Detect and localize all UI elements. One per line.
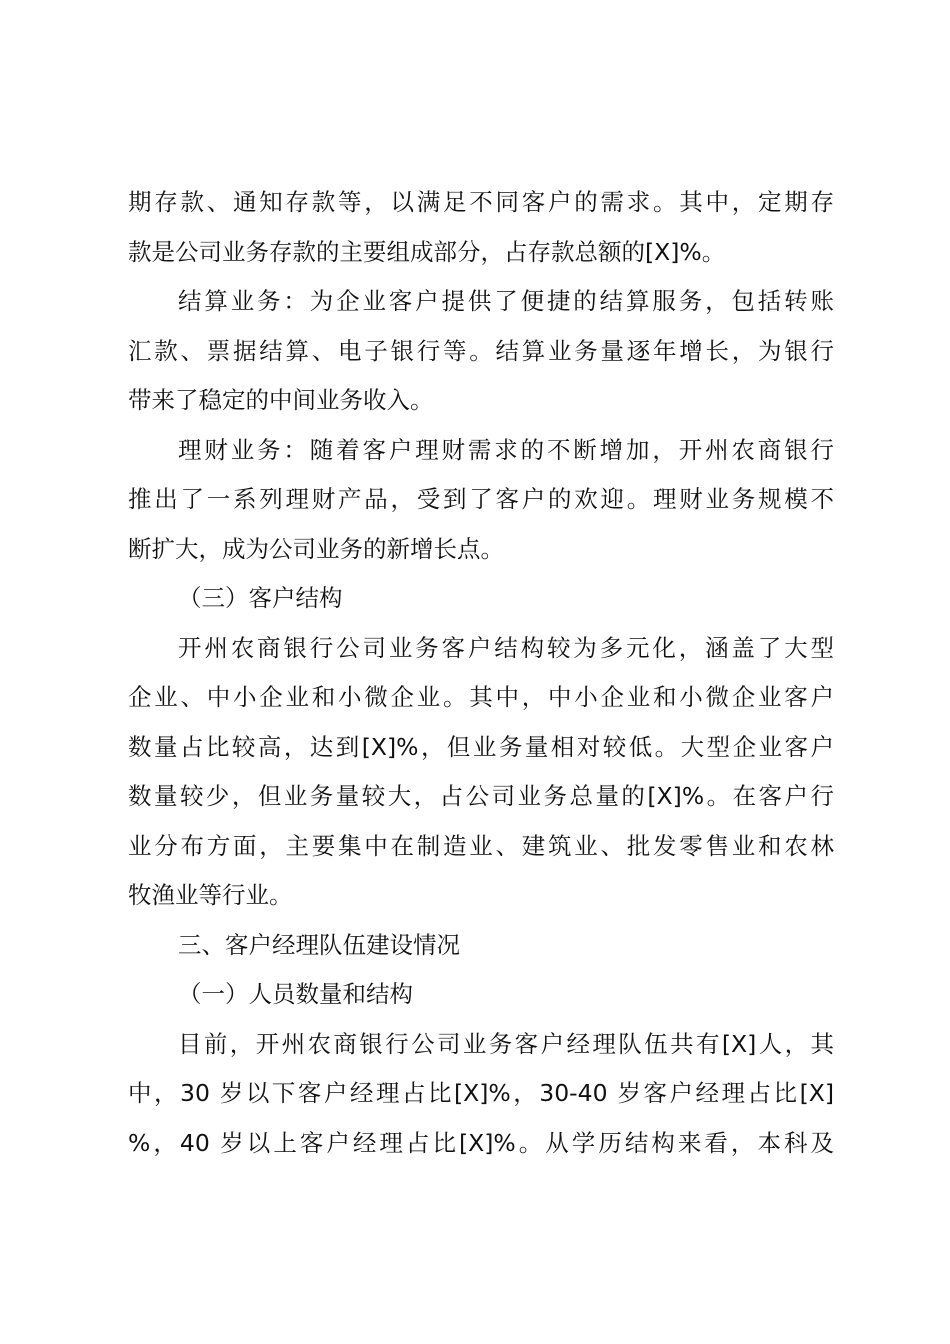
- text-line: %，40 岁以上客户经理占比[X]%。从学历结构来看，本科及: [128, 1128, 834, 1157]
- text-line: 业分布方面，主要集中在制造业、建筑业、批发零售业和农林: [128, 831, 834, 860]
- text-line: 理财业务：随着客户理财需求的不断增加，开州农商银行: [178, 435, 834, 464]
- text-line: 款是公司业务存款的主要组成部分，占存款总额的[X]%。: [128, 237, 726, 266]
- text-line: 结算业务：为企业客户提供了便捷的结算服务，包括转账: [178, 287, 834, 315]
- document-body: [128, 178, 834, 1168]
- section-heading: （一）人员数量和结构: [178, 980, 413, 1008]
- text-line: 企业、中小企业和小微企业。其中，中小企业和小微企业客户: [128, 683, 834, 711]
- text-line: 期存款、通知存款等，以满足不同客户的需求。其中，定期存: [128, 188, 834, 216]
- text-line: 牧渔业等行业。: [128, 881, 293, 909]
- text-line: 断扩大，成为公司业务的新增长点。: [128, 534, 504, 563]
- text-line: 中，30 岁以下客户经理占比[X]%，30-40 岁客户经理占比[X]: [128, 1079, 834, 1107]
- text-line: 数量占比较高，达到[X]%，但业务量相对较低。大型企业客户: [128, 732, 834, 761]
- text-line: 带来了稳定的中间业务收入。: [128, 386, 434, 414]
- text-line: 推出了一系列理财产品，受到了客户的欢迎。理财业务规模不: [128, 485, 834, 513]
- section-heading: （三）客户结构: [178, 584, 343, 612]
- chapter-heading: 三、客户经理队伍建设情况: [178, 930, 460, 959]
- text-line: 数量较少，但业务量较大，占公司业务总量的[X]%。在客户行: [128, 782, 834, 810]
- text-line: 汇款、票据结算、电子银行等。结算业务量逐年增长，为银行: [128, 336, 834, 365]
- text-line: 开州农商银行公司业务客户结构较为多元化，涵盖了大型: [178, 633, 834, 662]
- text-line: 目前，开州农商银行公司业务客户经理队伍共有[X]人，其: [178, 1029, 834, 1058]
